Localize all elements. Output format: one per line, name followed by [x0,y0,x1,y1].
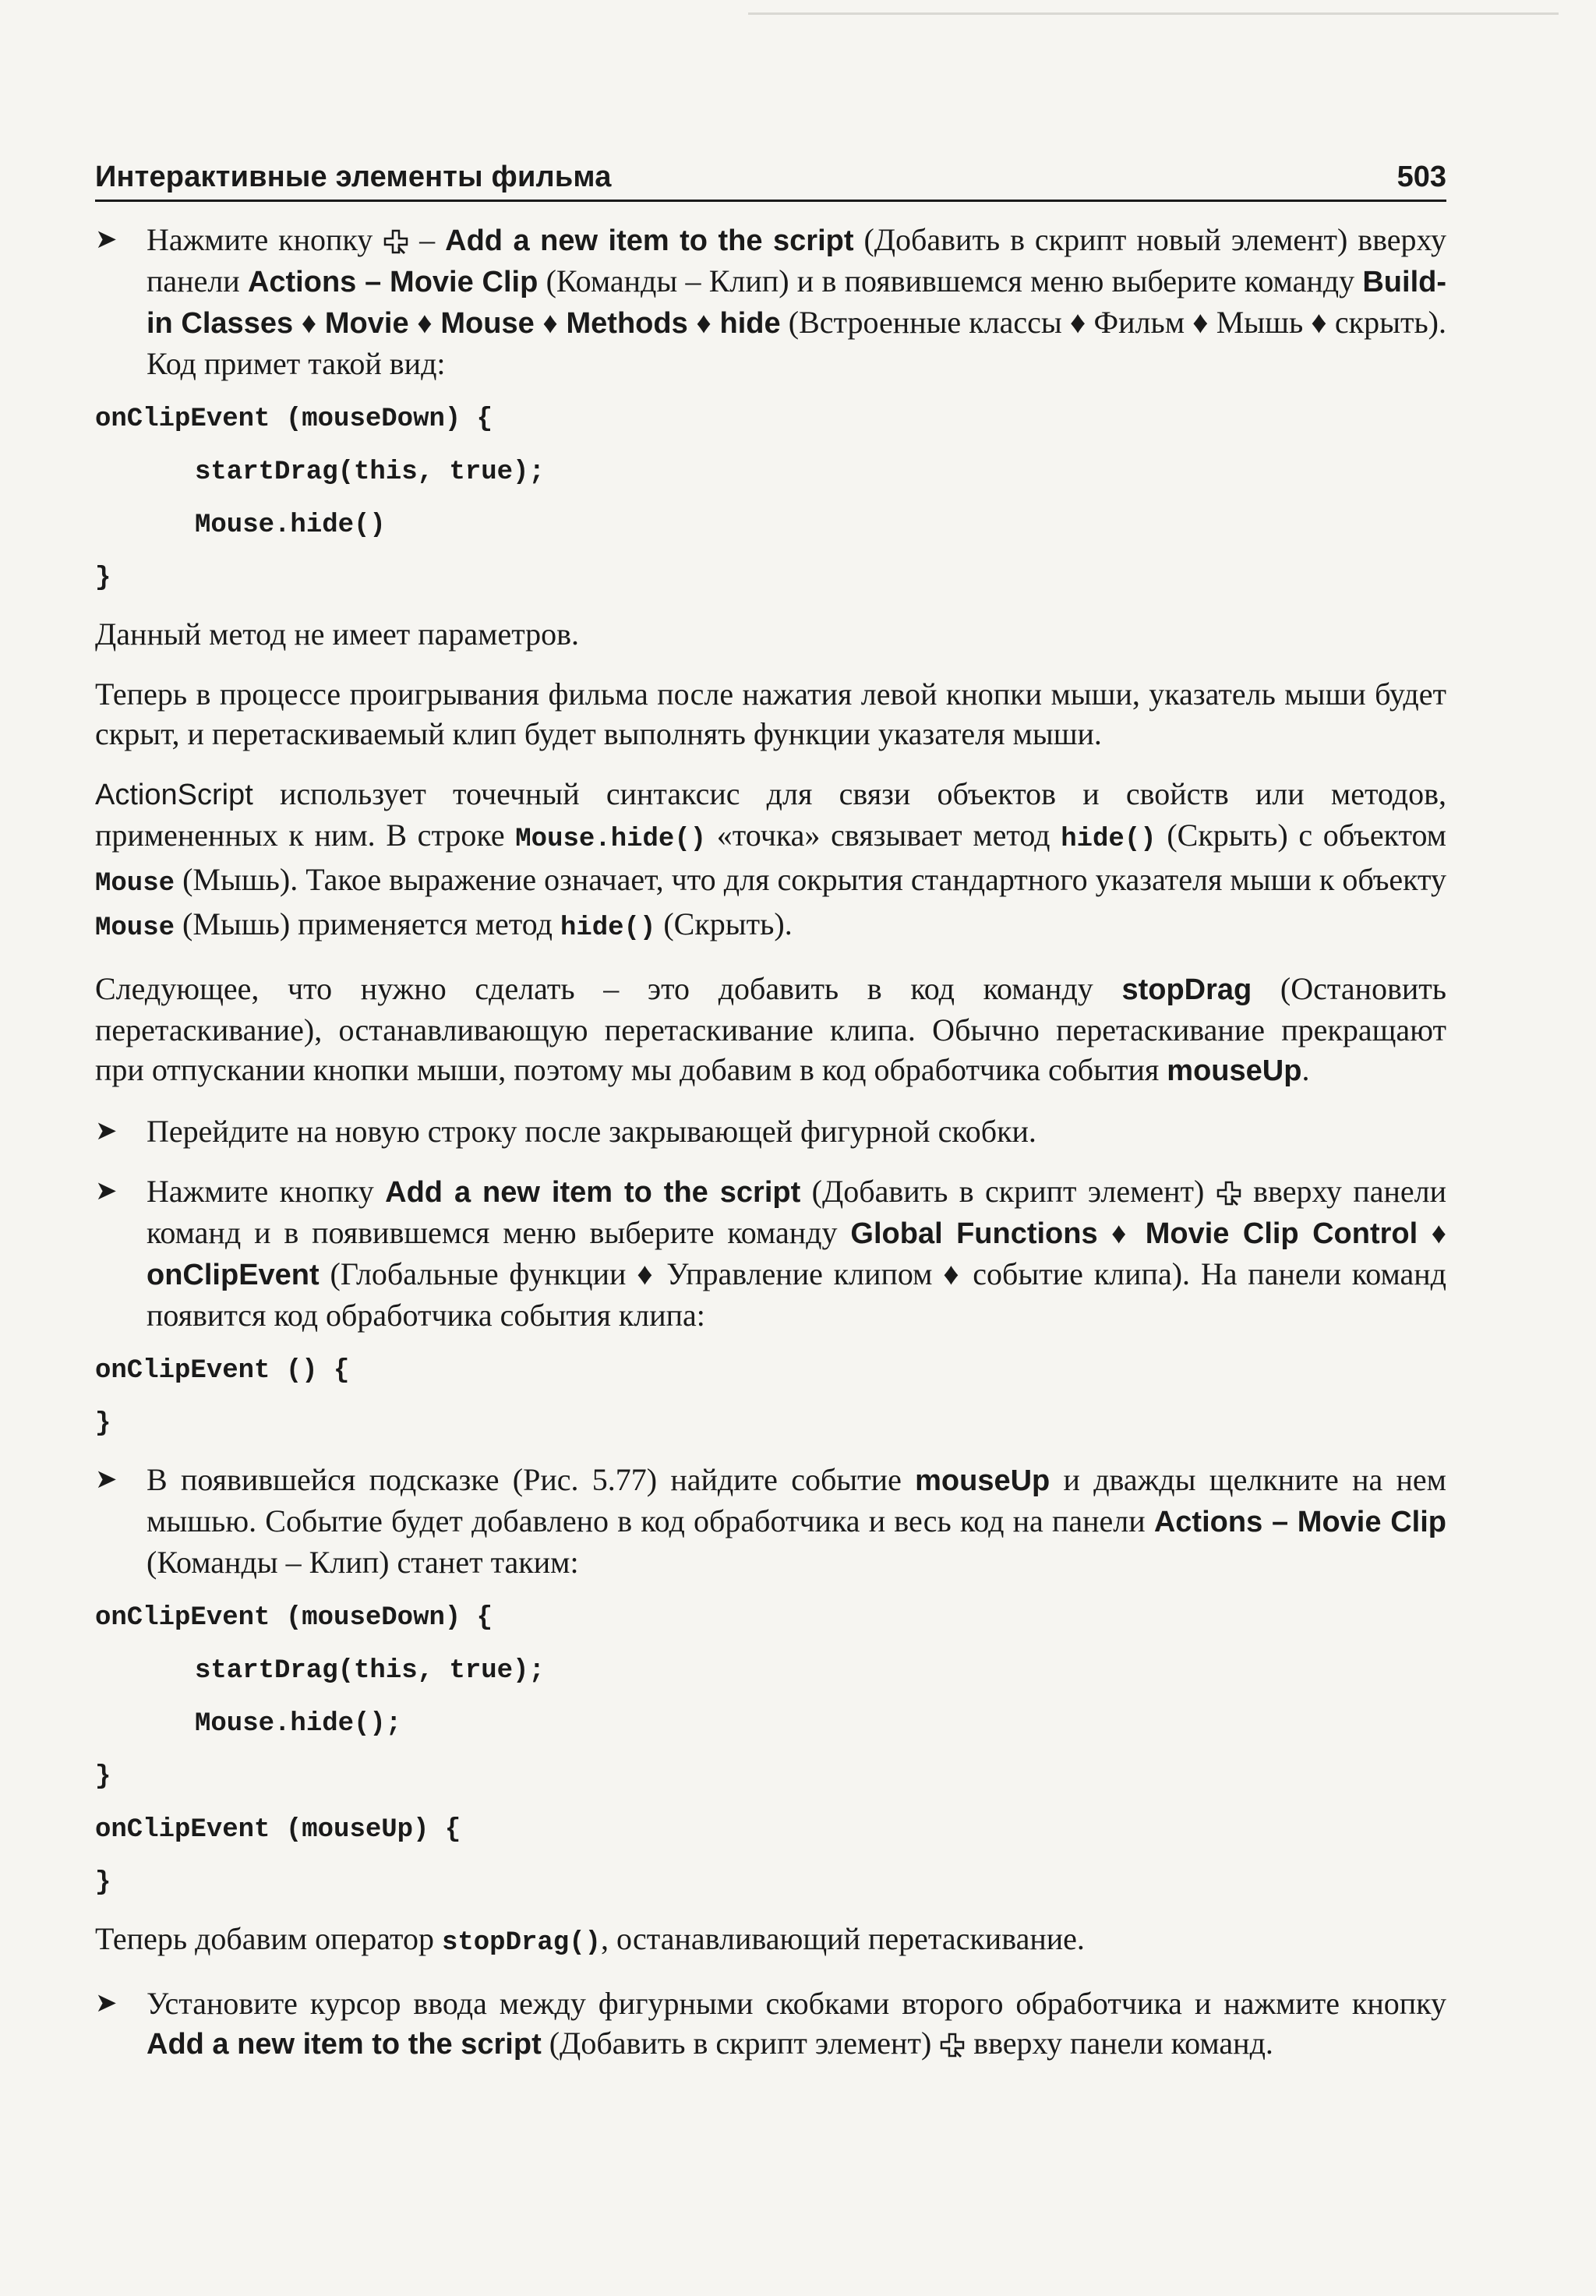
paragraph-4: Следующее, что нужно сделать – это добавить в код команду stopDrag (Остановить перетаскивание), останавливающую перетаскивание клипа. Обычно перетаскивание прекращают при отпускании кнопки мыши, поэтому мы добавим в код обработчика события mouseUp. [95,971,1447,1087]
bullet-arrow-icon: ➤ [95,224,118,255]
paragraph-2: Теперь в процессе проигрывания фильма после нажатия левой кнопки мыши, указатель мыши будет скрыт, и перетаскиваемый клип будет выполнять функции указателя мыши. [95,676,1446,751]
code-line: onClipEvent (mouseDown) { [95,1603,493,1633]
bullet-arrow-icon: ➤ [95,1987,118,2019]
add-item-icon [1216,1180,1242,1206]
code-line: startDrag(this, true); [195,457,545,487]
page-header [95,156,1446,202]
code-line: } [95,1868,111,1898]
code-listing-1 [95,404,1446,594]
paragraph-5: Теперь добавим оператор stopDrag(), останавливающий перетаскивание. [95,1921,1085,1958]
bullet-arrow-icon: ➤ [95,1175,118,1206]
page-number: 503 [1396,161,1446,193]
paragraph-3: ActionScript использует точечный синтаксис для связи объектов и свойств или методов, примененных к ним. В строке Mouse.hide() «точка» связывает метод hide() (Скрыть) с объектом Mouse (Мышь). Такое выражение означает, что для сокрытия стандартного указателя мыши к объекту Mouse (Мышь) применяется метод hide() (Скрыть). [95,776,1446,943]
add-item-icon [939,2032,966,2058]
ui-label-add-item: Add a new item to the script [445,224,854,257]
code-line: startDrag(this, true); [195,1656,545,1686]
code-line: onClipEvent (mouseUp) { [95,1815,461,1845]
bullet-arrow-icon: ➤ [95,1464,118,1495]
instruction-item-4: ➤ В появившейся подсказке (Рис. 5.77) найдите событие mouseUp и дважды щелкните на нем мышью. Событие будет добавлено в код обработчика и весь код на панели Actions – Movie Clip (Команды – Клип) станет таким: [95,1460,1446,1582]
ui-menu-path: Build-in Classes ♦ Movie ♦ Mouse ♦ Methods ♦ hide [147,266,1446,340]
running-title: Интерактивные элементы фильма [95,161,612,193]
code-line: Mouse.hide(); [195,1709,402,1739]
instruction-item-1: ➤ Нажмите кнопку – Add a new item to the script (Добавить в скрипт новый элемент) вверху панели Actions – Movie Clip (Команды – Клип) и в появившемся меню выберите команду Build-in Classes ♦ Movie ♦ Mouse ♦ Methods ♦ hide (Встроенные классы ♦ Фильм ♦ Мышь ♦ скрыть). Код примет такой вид: [95,220,1446,383]
page-body [95,220,1446,2085]
code-line: onClipEvent (mouseDown) { [95,404,493,434]
code-line: } [95,1409,111,1439]
code-line: onClipEvent () { [95,1356,350,1386]
code-listing-3 [95,1602,1446,1899]
ui-label-actions-panel: Actions – Movie Clip [247,266,538,298]
code-line: } [95,563,111,593]
instruction-item-2: ➤ Перейдите на новую строку после закрывающей фигурной скобки. [95,1111,1446,1151]
paragraph-1: Данный метод не имеет параметров. [95,616,580,652]
code-line: Mouse.hide() [195,510,386,540]
scan-edge-line [748,12,1559,15]
code-line: } [95,1762,111,1792]
add-item-icon [383,228,409,255]
instruction-item-3: ➤ Нажмите кнопку Add a new item to the script (Добавить в скрипт элемент) вверху панели команд и в появившемся меню выберите команду Global Functions ♦ Movie Clip Control ♦ onClipEvent (Глобальные функции ♦ Управление клипом ♦ событие клипа). На панели команд появится код обработчика события клипа: [95,1171,1446,1335]
instruction-item-5: ➤ Установите курсор ввода между фигурными скобками второго обработчика и нажмите кнопку Add a new item to the script (Добавить в скрипт элемент) вверху панели команд. [95,1983,1446,2065]
code-listing-2 [95,1355,1446,1439]
bullet-arrow-icon: ➤ [95,1115,118,1146]
